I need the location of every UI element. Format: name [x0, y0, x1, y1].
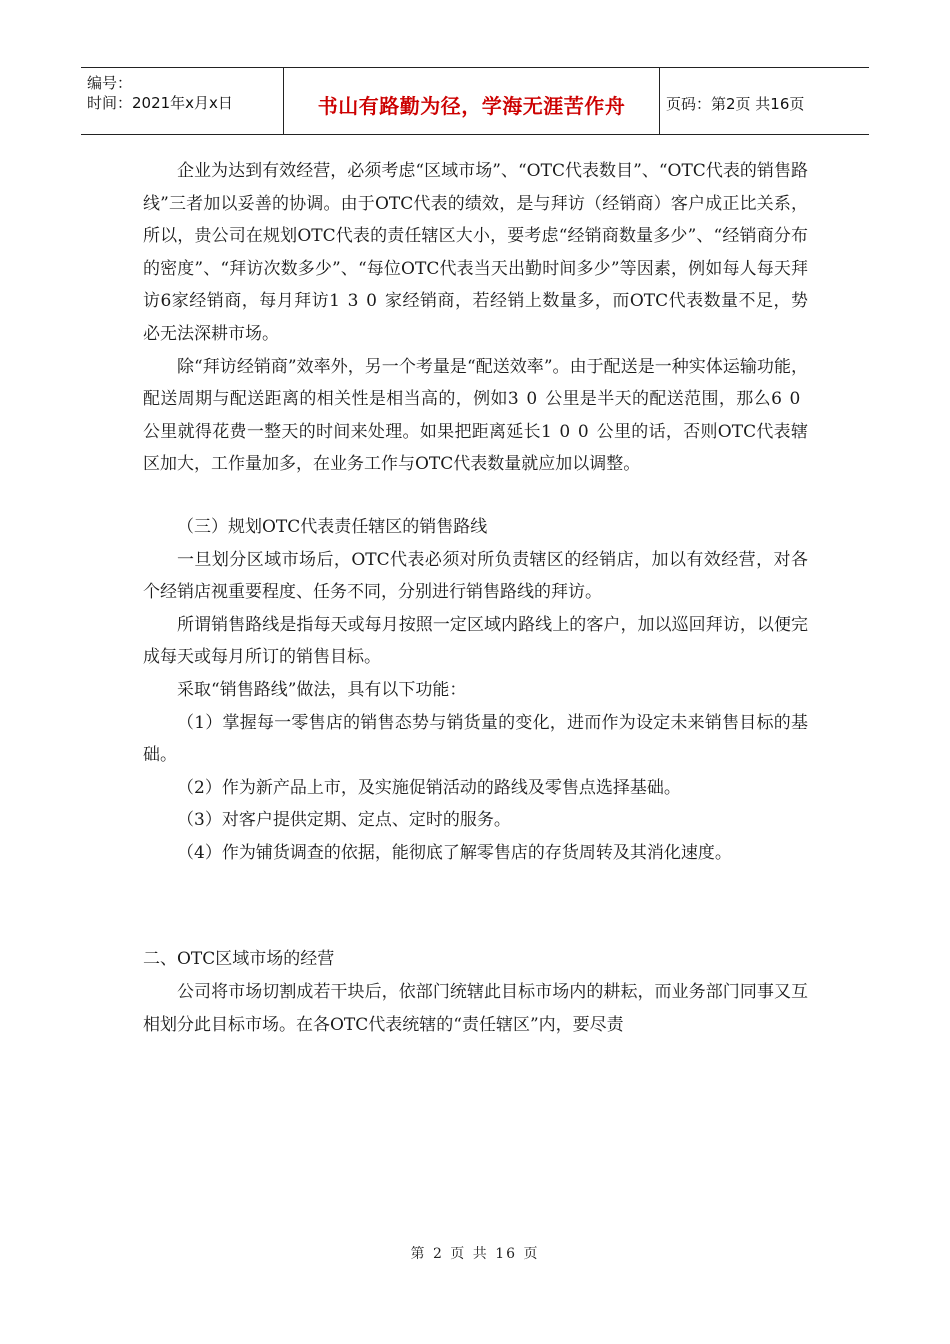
visits-per-month-number: 130 — [329, 291, 385, 312]
document-number-label: 编号： — [87, 74, 133, 92]
paragraph-regional-planning: 企业为达到有效经营，必须考虑“区域市场”、“OTC代表数目”、“OTC代表的销售路线”三者加以妥善的协调。由于OTC代表的绩效，是与拜访（经销商）客户成正比关系，所以，贵公司在规划OTC代表的责任辖区大小，要考虑“经销商数量多少”、“经销商分布的密度”、“拜访次数多少”、“每位OTC代表当天出勤时间多少”等因素，例如每人每天拜访6家经销商，每月拜访130家经销商，若经销上数量多，而OTC代表数量不足，势必无法深耕市场。 — [143, 161, 808, 344]
document-body — [143, 155, 808, 1041]
page-header — [81, 67, 869, 135]
section-heading-sales-routes: （三）规划OTC代表责任辖区的销售路线 — [177, 516, 488, 537]
distance-100-number: 100 — [540, 421, 597, 442]
header-meta-cell — [81, 68, 284, 134]
list-item: （1）掌握每一零售店的销售态势与销货量的变化，进而作为设定未来销售目标的基础。 — [143, 712, 808, 766]
paragraph-route-planning: 一旦划分区域市场后，OTC代表必须对所负责辖区的经销店，加以有效经营，对各个经销店视重要程度、任务不同，分别进行销售路线的拜访。 — [143, 549, 808, 603]
distance-60-number: 60 — [771, 389, 808, 410]
list-item: （2）作为新产品上市，及实施促销活动的路线及零售点选择基础。 — [177, 777, 681, 798]
header-motto: 书山有路勤为径，学海无涯苦作舟 — [317, 93, 626, 118]
header-page-cell — [660, 68, 869, 134]
page-footer: 第 2 页 共 16 页 — [410, 1246, 540, 1262]
spacer — [143, 869, 808, 943]
paragraph-delivery-efficiency: 除“拜访经销商”效率外，另一个考量是“配送效率”。由于配送是一种实体运输功能，配送周期与配送距离的相关性是相当高的，例如30公里是半天的配送范围，那么60公里就得花费一整天的时间来处理。如果把距离延长100公里的话，否则OTC代表辖区加大，工作量加多，在业务工作与OTC代表数量就应加以调整。 — [143, 356, 808, 475]
list-item: （4）作为铺货调查的依据，能彻底了解零售店的存货周转及其消化速度。 — [177, 842, 732, 863]
document-time-label: 时间：2021年x月x日 — [87, 94, 233, 112]
header-motto-cell — [284, 68, 660, 134]
paragraph-route-functions-intro: 采取“销售路线”做法，具有以下功能： — [177, 679, 467, 700]
header-page-info: 页码：第2页 共16页 — [666, 94, 805, 113]
list-item: （3）对客户提供定期、定点、定时的服务。 — [177, 810, 511, 831]
paragraph-market-division: 公司将市场切割成若干块后，依部门统辖此目标市场内的耕耘，而业务部门同事又互相划分此目标市场。在各OTC代表统辖的“责任辖区”内，要尽责 — [143, 982, 808, 1035]
section-heading-otc-operations: 二、OTC区域市场的经营 — [143, 949, 335, 970]
distance-30-number: 30 — [507, 389, 545, 410]
spacer — [143, 481, 808, 511]
paragraph-route-definition: 所谓销售路线是指每天或每月按照一定区域内路线上的客户，加以巡回拜访，以便完成每天或每月所订的销售目标。 — [143, 614, 808, 668]
